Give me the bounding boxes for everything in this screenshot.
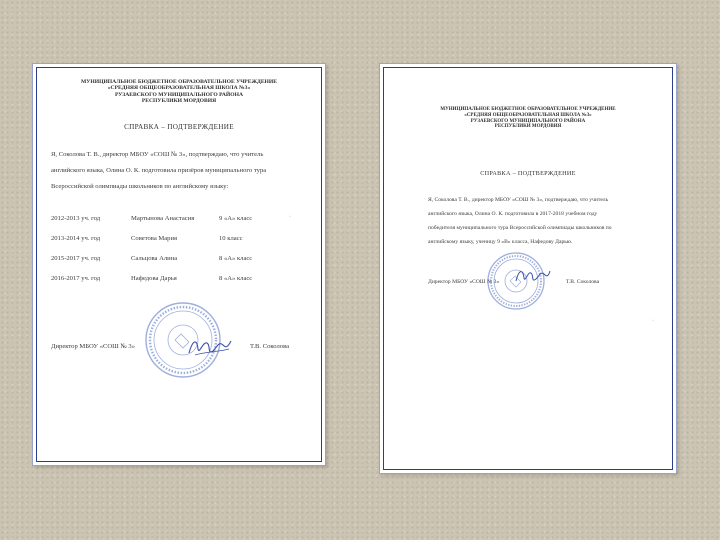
institution-line: МУНИЦИПАЛЬНОЕ БЮДЖЕТНОЕ ОБРАЗОВАТЕЛЬНОЕ УЧРЕЖДЕНИЕ [81,79,277,85]
signature-label: Директор МБОУ «СОШ № 3» [51,343,136,350]
body-line: английского языка, Олина О. К. подготовила в 2017-2018 учебном году [428,211,598,217]
winners-table [51,209,252,289]
student-name-cell: Советова Мария [131,235,178,243]
institution-line: РЕСПУБЛИКИ МОРДОВИЯ [494,124,562,130]
institution-line: МУНИЦИПАЛЬНОЕ БЮДЖЕТНОЕ ОБРАЗОВАТЕЛЬНОЕ УЧРЕЖДЕНИЕ [440,107,616,112]
document-body [428,193,660,249]
body-line: английскому языку, ученицу 9 «В» класса, Нафедову Дарью. [428,239,573,245]
institution-line: «СРЕДНЯЯ ОБЩЕОБРАЗОВАТЕЛЬНАЯ ШКОЛА №3» [464,112,592,118]
institution-line: РЕСПУБЛИКИ МОРДОВИЯ [141,98,217,105]
signature-line [428,279,600,285]
certificate-document-right [383,67,673,470]
student-name-cell: Мартынова Анастасия [131,215,195,223]
student-name-cell: Нафедова Дарья [131,275,177,283]
institution-line: «СРЕДНЯЯ ОБЩЕОБРАЗОВАТЕЛЬНАЯ ШКОЛА №3» [107,85,251,92]
grade-cell: 9 «А» класс [219,215,253,223]
institution-line: РУЗАЕВСКОГО МУНИЦИПАЛЬНОГО РАЙОНА [115,91,243,98]
student-name-cell: Сальцова Алина [131,255,178,263]
body-line: Я, Соколова Т. В., директор МБОУ «СОШ № 3», подтверждаю, что учитель [428,197,609,203]
table-row [51,209,252,229]
signature-name: Т.В. Соколова [566,279,600,285]
table-row [51,229,252,249]
document-title: СПРАВКА – ПОДТВЕРЖДЕНИЕ [124,122,234,131]
scan-speck: · [652,318,654,324]
year-cell: 2015-2017 уч. год [51,255,101,263]
body-line: победителя муниципального тура Всероссийской олимпиады школьников по [428,225,612,231]
signature-label: Директор МБОУ «СОШ № 3» [428,279,500,285]
body-line: Всероссийской олимпиады школьников по английскому языку: [51,182,229,190]
body-line: Я, Соколова Т. В., директор МБОУ «СОШ № 3», подтверждаю, что учитель [51,150,264,158]
institution-header [384,107,672,130]
certificate-document-left [36,67,322,462]
handwritten-signature-icon [187,335,233,359]
year-cell: 2012-2013 уч. год [51,215,101,223]
grade-cell: 10 класс [219,235,243,243]
signature-line [51,343,290,350]
grade-cell: 8 «А» класс [219,275,253,283]
year-cell: 2016-2017 уч. год [51,275,101,283]
body-line: английского языка, Олина О. К. подготовила призёров муниципального тура [51,166,267,174]
table-row [51,249,252,269]
scan-speck: · [289,214,291,220]
handwritten-signature-icon [514,266,552,286]
signature-name: Т.В. Соколова [250,343,290,350]
institution-header [37,79,321,105]
table-row [51,269,252,289]
institution-line: РУЗАЕВСКОГО МУНИЦИПАЛЬНОГО РАЙОНА [470,118,586,124]
year-cell: 2013-2014 уч. год [51,235,101,243]
document-body [51,147,311,195]
grade-cell: 8 «А» класс [219,255,253,263]
document-title: СПРАВКА – ПОДТВЕРЖДЕНИЕ [480,170,576,177]
